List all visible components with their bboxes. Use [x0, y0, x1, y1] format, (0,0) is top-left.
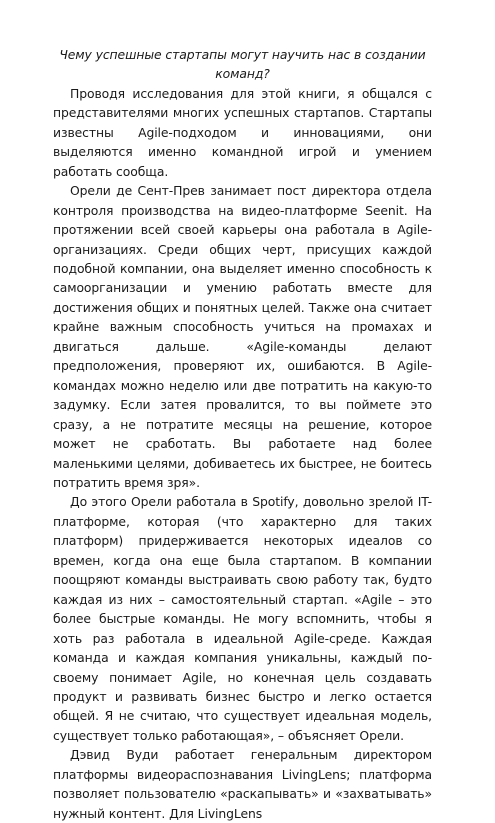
paragraph-aurelie-spotify: До этого Орели работала в Spotify, довольно зрелой IT-платформе, которая (что характерно для таких платформ) придерживается некоторых идеалов со времен, когда она еще была стартапом. В компании поощряют команды выстраивать свою работу так, будто каждая из них – самостоятельный стартап. «Agile – это более быстрые команды. Не могу вспомнить, чтобы я хоть раз работала в идеальной Agile-среде. Каждая команда и каждая компания уникальны, каждый по-своему понимает Agile, но конечная цель создавать продукт и развивать бизнес быстро и легко остается общей. Я не считаю, что существует идеальная модель, существует только работающая», – объясняет Орели. [53, 494, 432, 743]
paragraph-intro: Проводя исследования для этой книги, я общался с представителями многих успешных стартапов. Стартапы известны Agile-подходом и инновациями, они выделяются именно командной игрой и умением работать сообща. [53, 85, 432, 179]
page-text [53, 45, 432, 823]
section-heading: Чему успешные стартапы могут научить нас в создании команд? [59, 47, 426, 82]
paragraph-david-woody: Дэвид Вуди работает генеральным директором платформы видеораспознавания LivingLens; платформа позволяет пользователю «раскапывать» и «захватывать» нужный контент. Для LivingLens [53, 747, 432, 821]
paragraph-aurelie-seenit: Орели де Сент-Прев занимает пост директора отдела контроля производства на видео-платформе Seenit. На протяжении всей своей карьеры она работала в Agile-организациях. Среди общих черт, присущих каждой подобной компании, она выделяет именно способность к самоорганизации и умению работать вместе для достижения общих и понятных целей. Также она считает крайне важным способность учиться на промахах и двигаться дальше. «Agile-команды делают предположения, проверяют их, ошибаются. В Agile-командах можно неделю или две потратить на какую-то задумку. Если затея провалится, то вы поймете это сразу, а не потратите месяцы на решение, которое может не сработать. Вы работаете над более маленькими целями, добиваетесь их быстрее, не боитесь потратить время зря». [53, 183, 432, 490]
